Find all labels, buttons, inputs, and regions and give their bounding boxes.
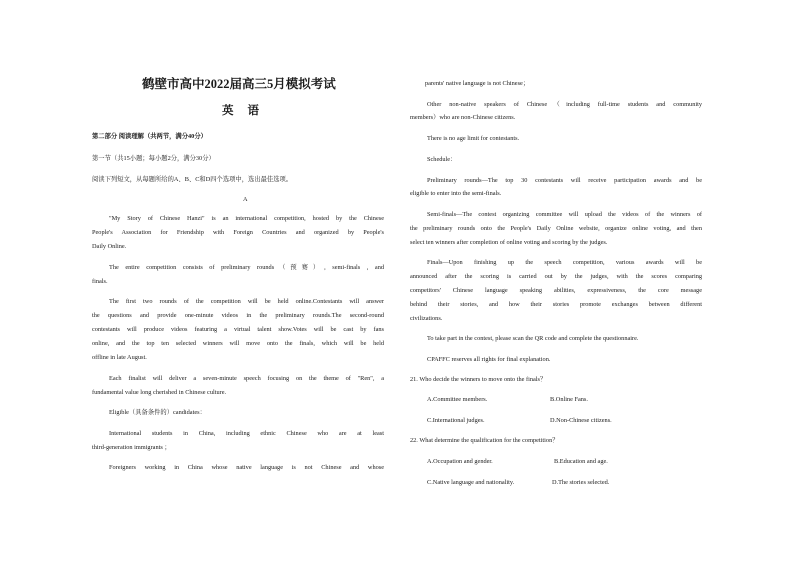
passage-line: offline in late August.	[92, 354, 147, 361]
passage-line: People's Association for Friendship with Foreign Countries and organized by People's	[92, 229, 384, 236]
passage-line: There is no age limit for contestants.	[427, 135, 520, 142]
passage-line: members）who are non-Chinese citizens.	[410, 114, 516, 121]
passage-line: The first two rounds of the competition will be held online.Contestants will answer	[109, 298, 384, 305]
question-stem: 22. What determine the qualification for the competition？	[410, 437, 559, 444]
passage-line: Preliminary rounds—The top 30 contestants will receive participation awards and be	[427, 177, 702, 184]
passage-line: civilizations.	[410, 315, 443, 322]
exam-title: 鹤壁市高中2022届高三5月模拟考试	[142, 77, 336, 91]
passage-line: announced after the scoring is carried out by the judges, with the scores comparing	[410, 273, 702, 280]
passage-line: contestants will produce videos featuring a virtual talent show.Votes will be cast by fans	[92, 326, 384, 333]
passage-line: online, and the top ten selected winners will move onto the finals, which will be held	[92, 340, 384, 347]
part-heading: 第二部分 阅读理解（共两节，满分40分）	[92, 133, 207, 140]
passage-line: behind their stories, and how their stories promote exchanges between different	[410, 301, 702, 308]
passage-line: third-generation immigrants ；	[92, 444, 171, 451]
passage-line: finals.	[92, 278, 108, 285]
passage-line: Semi-finals—The contest organizing committee will upload the videos of the winners of	[427, 211, 702, 218]
passage-line: Daily Online.	[92, 243, 127, 250]
section-heading: 第一节（共15小题；每小题2分，满分30分）	[92, 155, 215, 162]
passage-line: CPAFFC reserves all rights for final explanation.	[427, 356, 551, 363]
passage-line: parents' native language is not Chinese；	[425, 80, 530, 87]
option-d: D.The stories selected.	[552, 479, 610, 486]
passage-line: Other non-native speakers of Chinese（including full-time students and community	[427, 101, 702, 108]
passage-line: the preliminary rounds onto the People's Daily Online website, organize online voting, and then	[410, 225, 702, 232]
subject-title: 英语	[222, 105, 273, 117]
passage-line: Each finalist will deliver a seven-minute speech focusing on the theme of "Ren", a	[109, 375, 384, 382]
passage-line: eligible to enter into the semi-finals.	[410, 190, 502, 197]
option-a: A.Committee members.	[427, 396, 488, 403]
passage-line: Foreigners working in China whose native language is not Chinese and whose	[109, 464, 384, 471]
passage-line: To take part in the contest, please scan the QR code and complete the questionnaire.	[427, 335, 639, 342]
option-b: B.Education and age.	[554, 458, 608, 465]
question-stem: 21. Who decide the winners to move onto the finals？	[410, 376, 547, 383]
option-d: D.Non-Chinese citizens.	[550, 417, 612, 424]
instructions: 阅读下列短文，从每题所给的A、B、C和D四个选项中，选出最佳选项。	[92, 176, 293, 183]
passage-line: The entire competition consists of preliminary rounds（预赛）, semi-finals , and	[109, 264, 384, 271]
option-b: B.Online Fans.	[550, 396, 588, 403]
passage-letter: A	[243, 196, 248, 203]
passage-line: fundamental value long cherished in Chinese culture.	[92, 389, 227, 396]
passage-line: Eligible（具备条件的）candidates：	[109, 409, 206, 416]
passage-line: the questions and provide one-minute videos in the preliminary rounds.The second-round	[92, 312, 384, 319]
passage-line: "My Story of Chinese Hanzi" is an international competition, hosted by the Chinese	[109, 215, 384, 222]
passage-line: Schedule：	[427, 156, 457, 163]
option-c: C.International judges.	[427, 417, 485, 424]
option-a: A.Occupation and gender.	[427, 458, 493, 465]
passage-line: competitors' Chinese language speaking abilities, expressiveness, the core message	[410, 287, 702, 294]
passage-line: Finals—Upon finishing up the speech competition, various awards will be	[427, 259, 702, 266]
option-c: C.Native language and nationality.	[427, 479, 515, 486]
passage-line: select ten winners after completion of online voting and scoring by the judges.	[410, 239, 608, 246]
passage-line: International students in China, including ethnic Chinese who are at least	[109, 430, 384, 437]
